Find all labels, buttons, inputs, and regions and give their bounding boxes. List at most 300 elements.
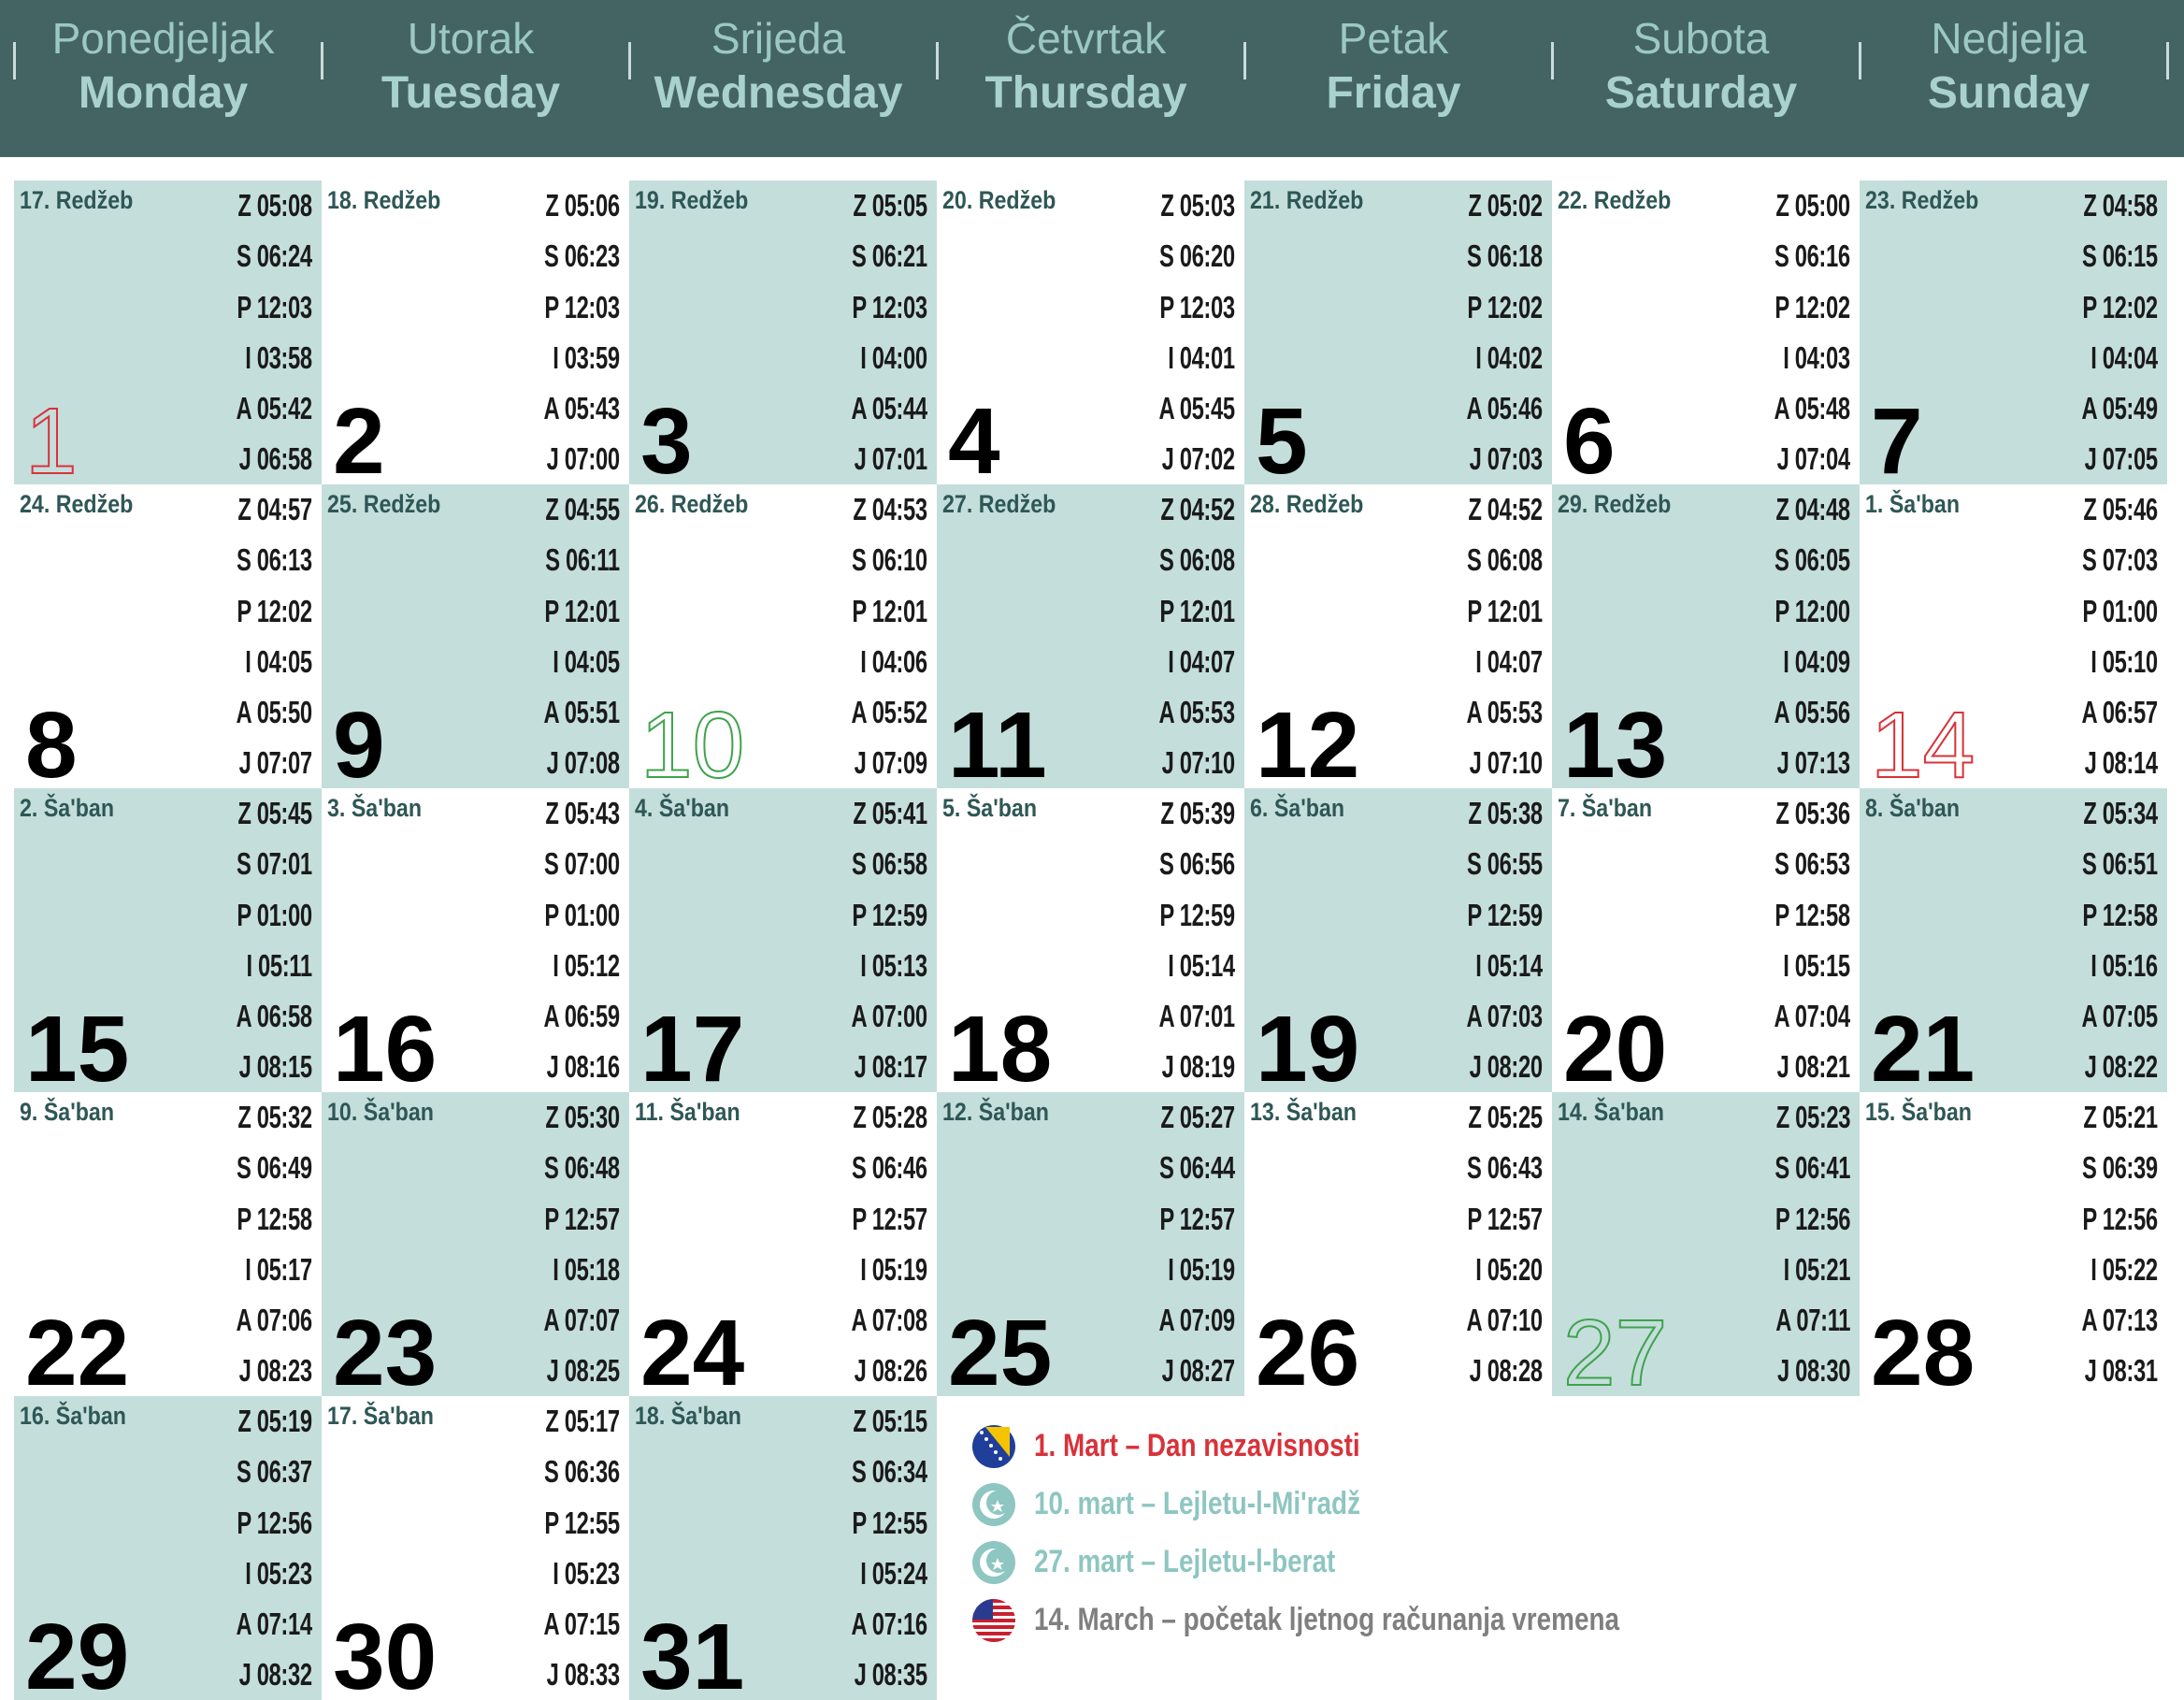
- prayer-time: J 08:23: [238, 1353, 312, 1389]
- prayer-time: P 12:03: [544, 289, 620, 324]
- prayer-time: S 06:58: [852, 846, 927, 882]
- day-number: 24: [640, 1301, 745, 1396]
- prayer-time: A 05:45: [1158, 391, 1235, 426]
- hijri-date: 23. Redžeb: [1865, 186, 1979, 214]
- prayer-time: A 06:57: [2081, 695, 2158, 730]
- prayer-times: [822, 1401, 927, 1700]
- weekday-local-label: Nedjelja: [1931, 14, 2087, 63]
- weekday-local-label: Srijeda: [711, 14, 846, 63]
- prayer-time: Z 05:19: [237, 1404, 312, 1438]
- prayer-time: Z 05:43: [545, 796, 620, 830]
- prayer-time: A 05:51: [543, 695, 620, 730]
- weekday-tuesday: [317, 0, 625, 157]
- header-separator: [2166, 42, 2169, 79]
- prayer-times: [1437, 1097, 1543, 1396]
- day-cell[interactable]: [629, 180, 937, 484]
- day-cell[interactable]: [1244, 788, 1552, 1092]
- prayer-time: I 05:14: [1168, 947, 1235, 983]
- prayer-time: J 07:02: [1161, 441, 1235, 477]
- day-number: 23: [333, 1301, 438, 1396]
- prayer-time: P 12:02: [1467, 289, 1543, 324]
- prayer-time: I 05:16: [2091, 947, 2158, 983]
- day-number: 25: [948, 1301, 1053, 1396]
- prayer-time: A 07:11: [1775, 1303, 1850, 1338]
- prayer-time: J 08:20: [1469, 1049, 1543, 1085]
- prayer-times: [1437, 185, 1543, 484]
- prayer-time: A 07:05: [2081, 999, 2158, 1034]
- prayer-time: I 05:19: [860, 1251, 927, 1287]
- prayer-times: [822, 185, 927, 484]
- prayer-time: I 05:13: [860, 947, 927, 983]
- prayer-time: Z 05:34: [2083, 796, 2158, 830]
- prayer-times: [207, 1097, 312, 1396]
- day-cell[interactable]: [14, 484, 322, 788]
- hijri-date: 6. Ša'ban: [1250, 794, 1345, 822]
- day-cell[interactable]: [322, 484, 629, 788]
- day-cell[interactable]: [1552, 788, 1860, 1092]
- day-cell[interactable]: [1244, 180, 1552, 484]
- prayer-time: I 04:00: [860, 339, 927, 375]
- prayer-time: S 06:05: [1774, 542, 1850, 578]
- header-separator: [13, 42, 16, 79]
- day-number: 22: [25, 1301, 130, 1396]
- prayer-time: S 07:00: [544, 846, 620, 882]
- prayer-time: J 08:17: [854, 1049, 927, 1085]
- day-cell[interactable]: [1552, 484, 1860, 788]
- day-number: 19: [1256, 997, 1360, 1092]
- hijri-date: 2. Ša'ban: [20, 794, 115, 822]
- prayer-times: [1129, 793, 1235, 1092]
- day-number: 6: [1563, 389, 1616, 484]
- prayer-time: A 07:01: [1158, 999, 1235, 1034]
- day-number: 9: [333, 693, 385, 788]
- day-number: 27: [1563, 1301, 1668, 1396]
- prayer-time: P 12:59: [1467, 897, 1543, 932]
- prayer-time: S 06:44: [1159, 1150, 1235, 1186]
- prayer-time: J 07:13: [1776, 745, 1850, 781]
- prayer-time: Z 05:25: [1468, 1100, 1543, 1134]
- day-number: 2: [333, 389, 385, 484]
- day-cell[interactable]: [1552, 1092, 1860, 1396]
- weekday-wednesday: [625, 0, 932, 157]
- hijri-date: 20. Redžeb: [942, 186, 1056, 214]
- prayer-time: A 07:00: [851, 999, 927, 1034]
- day-cell[interactable]: [1244, 484, 1552, 788]
- day-cell[interactable]: [629, 484, 937, 788]
- prayer-time: A 05:53: [1466, 695, 1543, 730]
- prayer-times: [514, 185, 620, 484]
- prayer-time: S 06:48: [544, 1150, 620, 1186]
- day-cell[interactable]: [1860, 788, 2167, 1092]
- hijri-date: 5. Ša'ban: [942, 794, 1038, 822]
- header-separator: [1859, 42, 1861, 79]
- prayer-time: J 07:09: [854, 745, 927, 781]
- prayer-times: [822, 793, 927, 1092]
- prayer-time: A 07:08: [851, 1303, 927, 1338]
- prayer-time: I 04:09: [1783, 643, 1850, 679]
- prayer-time: I 05:11: [246, 947, 312, 983]
- prayer-time: J 06:58: [238, 441, 312, 477]
- prayer-time: J 07:10: [1469, 745, 1543, 781]
- prayer-times: [822, 1097, 927, 1396]
- prayer-time: P 12:02: [237, 593, 312, 628]
- day-number: 11: [948, 693, 1047, 788]
- prayer-time: Z 05:02: [1468, 188, 1543, 223]
- prayer-time: Z 04:57: [237, 492, 312, 526]
- prayer-time: I 04:05: [245, 643, 312, 679]
- prayer-time: Z 05:32: [237, 1100, 312, 1134]
- hijri-date: 10. Ša'ban: [327, 1098, 434, 1126]
- prayer-time: I 04:03: [1783, 339, 1850, 375]
- day-number: 13: [1563, 693, 1668, 788]
- prayer-time: I 05:19: [1168, 1251, 1235, 1287]
- prayer-times: [207, 793, 312, 1092]
- prayer-times: [2052, 793, 2158, 1092]
- hijri-date: 3. Ša'ban: [327, 794, 423, 822]
- day-number: 3: [640, 389, 693, 484]
- header-separator: [936, 42, 939, 79]
- prayer-time: I 05:10: [2091, 643, 2158, 679]
- prayer-times: [1745, 185, 1850, 484]
- prayer-time: I 05:17: [245, 1251, 312, 1287]
- prayer-times: [1129, 489, 1235, 788]
- prayer-time: A 07:13: [2081, 1303, 2158, 1338]
- prayer-time: J 07:00: [546, 441, 620, 477]
- hijri-date: 7. Ša'ban: [1558, 794, 1653, 822]
- prayer-time: S 06:20: [1159, 238, 1235, 274]
- hijri-date: 24. Redžeb: [20, 490, 134, 518]
- prayer-time: J 08:33: [546, 1657, 620, 1693]
- weekday-english-label: Sunday: [1927, 68, 2091, 118]
- hijri-date: 9. Ša'ban: [20, 1098, 115, 1126]
- prayer-time: P 12:00: [1774, 593, 1850, 628]
- prayer-time: P 12:59: [852, 897, 927, 932]
- prayer-time: Z 05:03: [1160, 188, 1235, 223]
- prayer-time: I 05:18: [553, 1251, 620, 1287]
- day-number: 16: [333, 997, 438, 1092]
- weekday-sunday: [1855, 0, 2162, 157]
- day-number: 31: [640, 1605, 745, 1700]
- day-number: 4: [948, 389, 1000, 484]
- prayer-time: A 07:10: [1466, 1303, 1543, 1338]
- legend-text: 14. March – početak ljetnog računanja vremena: [1034, 1602, 1619, 1637]
- prayer-time: S 06:08: [1467, 542, 1543, 578]
- weekday-local-label: Četvrtak: [1005, 14, 1167, 63]
- prayer-time: J 07:04: [1776, 441, 1850, 477]
- weekday-english-label: Saturday: [1604, 68, 1798, 118]
- prayer-time: Z 05:00: [1775, 188, 1850, 223]
- prayer-time: I 05:14: [1475, 947, 1543, 983]
- hijri-date: 15. Ša'ban: [1865, 1098, 1972, 1126]
- prayer-time: S 06:55: [1467, 846, 1543, 882]
- day-number: 30: [333, 1605, 438, 1700]
- prayer-time: J 08:19: [1161, 1049, 1235, 1085]
- prayer-time: P 12:58: [237, 1201, 312, 1236]
- hijri-date: 18. Ša'ban: [635, 1402, 741, 1430]
- prayer-time: Z 05:28: [853, 1100, 927, 1134]
- day-number: 28: [1871, 1301, 1976, 1396]
- prayer-times: [2052, 1097, 2158, 1396]
- hijri-date: 25. Redžeb: [327, 490, 441, 518]
- prayer-time: S 06:16: [1774, 238, 1850, 274]
- prayer-time: P 12:58: [1774, 897, 1850, 932]
- prayer-time: I 04:04: [2091, 339, 2158, 375]
- weekday-header: [0, 0, 2184, 157]
- prayer-time: A 07:03: [1466, 999, 1543, 1034]
- prayer-times: [1437, 793, 1543, 1092]
- day-number: 17: [640, 997, 745, 1092]
- prayer-time: I 04:01: [1168, 339, 1235, 375]
- prayer-time: J 08:15: [238, 1049, 312, 1085]
- prayer-time: S 06:10: [852, 542, 927, 578]
- prayer-time: S 06:49: [237, 1150, 312, 1186]
- day-number: 18: [948, 997, 1053, 1092]
- prayer-time: I 03:58: [245, 339, 312, 375]
- prayer-times: [1129, 185, 1235, 484]
- day-cell[interactable]: [14, 788, 322, 1092]
- prayer-time: J 08:35: [854, 1657, 927, 1693]
- prayer-time: Z 05:30: [545, 1100, 620, 1134]
- hijri-date: 13. Ša'ban: [1250, 1098, 1357, 1126]
- header-separator: [628, 42, 631, 79]
- prayer-times: [1437, 489, 1543, 788]
- prayer-time: P 12:03: [1159, 289, 1235, 324]
- prayer-time: I 05:12: [553, 947, 620, 983]
- prayer-time: P 12:01: [544, 593, 620, 628]
- prayer-time: A 05:42: [236, 391, 312, 426]
- day-cell[interactable]: [1552, 180, 1860, 484]
- weekday-local-label: Ponedjeljak: [51, 14, 275, 63]
- weekday-english-label: Tuesday: [381, 68, 561, 118]
- day-number: 12: [1256, 693, 1360, 788]
- legend-text: 27. mart – Lejletu-l-berat: [1034, 1544, 1336, 1579]
- prayer-times: [207, 1401, 312, 1700]
- day-cell[interactable]: [14, 1092, 322, 1396]
- prayer-time: S 06:43: [1467, 1150, 1543, 1186]
- prayer-time: I 05:15: [1783, 947, 1850, 983]
- prayer-time: A 05:53: [1158, 695, 1235, 730]
- prayer-time: S 06:34: [852, 1454, 927, 1490]
- prayer-time: S 06:37: [237, 1454, 312, 1490]
- hijri-date: 22. Redžeb: [1558, 186, 1672, 214]
- prayer-time: Z 05:38: [1468, 796, 1543, 830]
- prayer-time: A 07:15: [543, 1606, 620, 1642]
- hijri-date: 17. Redžeb: [20, 186, 134, 214]
- prayer-time: P 01:00: [237, 897, 312, 932]
- bosnia-flag-icon: [972, 1425, 1015, 1468]
- prayer-time: S 06:56: [1159, 846, 1235, 882]
- prayer-time: J 08:27: [1161, 1353, 1235, 1389]
- prayer-time: Z 04:58: [2083, 188, 2158, 223]
- prayer-time: Z 05:46: [2083, 492, 2158, 526]
- day-number: 10: [640, 693, 745, 788]
- day-number: 26: [1256, 1301, 1360, 1396]
- day-cell[interactable]: [629, 1396, 937, 1700]
- prayer-time: J 07:07: [238, 745, 312, 781]
- day-cell[interactable]: [1860, 1092, 2167, 1396]
- day-cell[interactable]: [937, 1092, 1244, 1396]
- prayer-time: S 06:51: [2082, 846, 2158, 882]
- prayer-time: S 07:03: [2082, 542, 2158, 578]
- prayer-times: [207, 489, 312, 788]
- day-number: 20: [1563, 997, 1668, 1092]
- header-separator: [321, 42, 323, 79]
- prayer-time: P 12:58: [2082, 897, 2158, 932]
- day-number: 5: [1256, 389, 1308, 484]
- hijri-date: 12. Ša'ban: [942, 1098, 1049, 1126]
- prayer-time: I 04:06: [860, 643, 927, 679]
- day-number: 15: [25, 997, 130, 1092]
- prayer-time: Z 05:45: [237, 796, 312, 830]
- prayer-time: Z 04:55: [545, 492, 620, 526]
- day-number: 14: [1871, 693, 1976, 788]
- prayer-time: I 04:07: [1475, 643, 1543, 679]
- day-cell[interactable]: [322, 788, 629, 1092]
- prayer-time: A 05:44: [851, 391, 927, 426]
- weekday-friday: [1240, 0, 1547, 157]
- prayer-time: P 12:59: [1159, 897, 1235, 932]
- prayer-time: A 05:43: [543, 391, 620, 426]
- day-cell[interactable]: [14, 1396, 322, 1700]
- day-cell[interactable]: [322, 180, 629, 484]
- prayer-time: S 06:13: [237, 542, 312, 578]
- hijri-date: 14. Ša'ban: [1558, 1098, 1664, 1126]
- prayer-time: I 05:23: [553, 1555, 620, 1591]
- prayer-time: P 12:02: [2082, 289, 2158, 324]
- prayer-time: P 01:00: [2082, 593, 2158, 628]
- prayer-times: [514, 489, 620, 788]
- prayer-time: Z 05:15: [853, 1404, 927, 1438]
- prayer-time: S 06:41: [1774, 1150, 1850, 1186]
- day-cell[interactable]: [1860, 180, 2167, 484]
- day-cell[interactable]: [322, 1092, 629, 1396]
- prayer-time: I 05:21: [1783, 1251, 1850, 1287]
- hijri-date: 1. Ša'ban: [1865, 490, 1961, 518]
- prayer-time: A 05:49: [2081, 391, 2158, 426]
- prayer-times: [822, 489, 927, 788]
- day-number: 8: [25, 693, 78, 788]
- prayer-time: I 05:20: [1475, 1251, 1543, 1287]
- prayer-time: P 12:01: [1467, 593, 1543, 628]
- prayer-time: P 12:56: [1774, 1201, 1850, 1236]
- prayer-time: J 07:05: [2084, 441, 2158, 477]
- prayer-time: P 12:56: [237, 1505, 312, 1540]
- prayer-times: [1746, 1097, 1850, 1396]
- prayer-times: [2052, 489, 2158, 788]
- prayer-time: A 05:52: [851, 695, 927, 730]
- prayer-time: J 08:16: [546, 1049, 620, 1085]
- prayer-time: A 05:48: [1774, 391, 1850, 426]
- hijri-date: 16. Ša'ban: [20, 1402, 126, 1430]
- day-cell[interactable]: [322, 1396, 629, 1700]
- prayer-time: A 05:50: [236, 695, 312, 730]
- prayer-times: [1129, 1097, 1235, 1396]
- hijri-date: 28. Redžeb: [1250, 490, 1364, 518]
- prayer-time: Z 05:23: [1775, 1100, 1850, 1134]
- prayer-time: P 12:55: [852, 1505, 927, 1540]
- crescent-star-icon: [972, 1483, 1015, 1526]
- prayer-time: J 08:31: [2084, 1353, 2158, 1389]
- prayer-time: P 12:57: [1467, 1201, 1543, 1236]
- prayer-times: [2052, 185, 2158, 484]
- prayer-time: P 12:56: [2082, 1201, 2158, 1236]
- prayer-time: S 06:21: [852, 238, 927, 274]
- prayer-time: Z 05:05: [853, 188, 927, 223]
- crescent-star-icon: [972, 1541, 1015, 1584]
- day-number: 7: [1871, 389, 1923, 484]
- prayer-time: A 07:06: [236, 1303, 312, 1338]
- prayer-times: [514, 1097, 620, 1396]
- prayer-times: [1745, 793, 1850, 1092]
- prayer-time: S 06:11: [545, 542, 620, 578]
- legend-text: 10. mart – Lejletu-l-Mi'radž: [1034, 1486, 1361, 1521]
- prayer-time: J 07:08: [546, 745, 620, 781]
- prayer-time: P 12:01: [852, 593, 927, 628]
- prayer-time: P 12:55: [544, 1505, 620, 1540]
- day-cell[interactable]: [937, 180, 1244, 484]
- day-cell[interactable]: [629, 788, 937, 1092]
- prayer-time: Z 05:36: [1775, 796, 1850, 830]
- prayer-time: Z 05:17: [545, 1404, 620, 1438]
- prayer-time: P 12:03: [237, 289, 312, 324]
- prayer-time: Z 05:39: [1160, 796, 1235, 830]
- prayer-time: S 06:15: [2082, 238, 2158, 274]
- hijri-date: 4. Ša'ban: [635, 794, 730, 822]
- prayer-time: A 06:59: [543, 999, 620, 1034]
- prayer-time: J 08:28: [1469, 1353, 1543, 1389]
- day-cell[interactable]: [14, 180, 322, 484]
- prayer-time: P 12:57: [1159, 1201, 1235, 1236]
- prayer-time: P 12:03: [852, 289, 927, 324]
- prayer-time: A 07:04: [1774, 999, 1850, 1034]
- prayer-time: Z 04:52: [1160, 492, 1235, 526]
- prayer-time: Z 05:41: [853, 796, 927, 830]
- hijri-date: 18. Redžeb: [327, 186, 441, 214]
- prayer-time: J 08:14: [2084, 745, 2158, 781]
- day-number: 21: [1871, 997, 1976, 1092]
- prayer-time: I 04:02: [1475, 339, 1543, 375]
- header-separator: [1551, 42, 1554, 79]
- weekday-english-label: Monday: [78, 68, 249, 118]
- day-cell[interactable]: [1860, 484, 2167, 788]
- prayer-time: A 06:58: [236, 999, 312, 1034]
- prayer-time: P 01:00: [544, 897, 620, 932]
- weekday-saturday: [1547, 0, 1855, 157]
- day-cell[interactable]: [937, 788, 1244, 1092]
- prayer-time: Z 05:27: [1160, 1100, 1235, 1134]
- prayer-time: S 06:08: [1159, 542, 1235, 578]
- prayer-time: J 08:21: [1776, 1049, 1850, 1085]
- prayer-time: I 04:07: [1168, 643, 1235, 679]
- weekday-local-label: Utorak: [407, 14, 535, 63]
- hijri-date: 26. Redžeb: [635, 490, 749, 518]
- day-cell[interactable]: [629, 1092, 937, 1396]
- hijri-date: 19. Redžeb: [635, 186, 749, 214]
- day-cell[interactable]: [937, 484, 1244, 788]
- prayer-times: [207, 185, 312, 484]
- prayer-time: A 05:46: [1466, 391, 1543, 426]
- day-number: 29: [25, 1605, 130, 1700]
- prayer-time: P 12:01: [1159, 593, 1235, 628]
- prayer-time: J 08:22: [2084, 1049, 2158, 1085]
- day-cell[interactable]: [1244, 1092, 1552, 1396]
- prayer-time: Z 04:52: [1468, 492, 1543, 526]
- prayer-time: S 06:24: [237, 238, 312, 274]
- weekday-english-label: Wednesday: [654, 68, 903, 118]
- prayer-time: I 05:24: [860, 1555, 927, 1591]
- us-flag-icon: [972, 1599, 1015, 1642]
- weekday-local-label: Subota: [1632, 14, 1770, 63]
